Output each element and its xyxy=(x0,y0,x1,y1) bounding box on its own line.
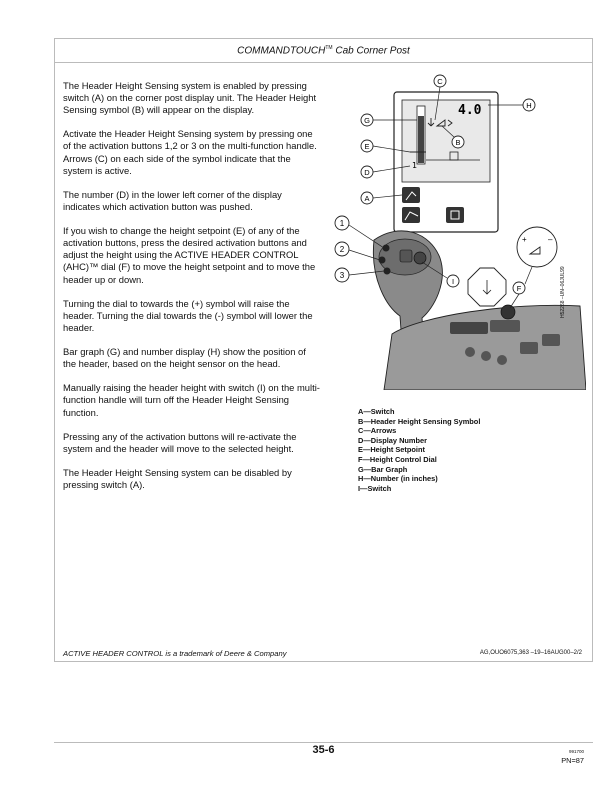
dial-detail xyxy=(517,227,557,267)
legend-item: B—Header Height Sensing Symbol xyxy=(358,416,481,426)
trademark-notice: ACTIVE HEADER CONTROL is a trademark of Deere & Company xyxy=(63,649,287,658)
callout-label: D xyxy=(364,168,370,177)
document-reference: AG,OUO6075,363 –19–16AUG00–2/2 xyxy=(479,650,582,656)
legend-item: D—Display Number xyxy=(358,435,427,445)
legend-item: I—Switch xyxy=(358,483,392,493)
callout-label: F xyxy=(516,284,522,293)
figure-id: H52268 –UN–06JUL99 xyxy=(560,266,566,318)
trademark-symbol: TM xyxy=(325,45,333,51)
callout-label: 2 xyxy=(339,245,345,254)
paragraph: Bar graph (G) and number display (H) show the position of the header, based on the height sensor on the head. xyxy=(63,346,306,370)
activation-button-3 xyxy=(384,268,391,275)
legend-item: C—Arrows xyxy=(358,426,397,436)
header-rule xyxy=(54,62,593,63)
display-readout: 4.0 xyxy=(458,103,482,118)
display-button xyxy=(402,207,420,223)
callout-label: 3 xyxy=(339,271,345,280)
legend-item: F—Height Control Dial xyxy=(358,454,437,464)
figure-legend xyxy=(358,407,480,493)
paragraph: Activate the Header Height Sensing system by pressing one of the activation buttons 1,2 or 3 on the multi-function handle. Arrows (C) on each side of the symbol indicate that the system is active. xyxy=(63,128,317,176)
paragraph: If you wish to change the height setpoint (E) of any of the activation buttons, press the desired activation buttons and adjust the height using the ACTIVE HEADER CONTROL (AHC)™ dial (F) to move the height setpoint and to move the header up or down. xyxy=(63,225,316,285)
switch-i-button xyxy=(414,252,426,264)
callout-label: 1 xyxy=(339,219,345,228)
dial-plus: + xyxy=(522,235,527,244)
callout-f xyxy=(510,267,532,308)
paragraph: The number (D) in the lower left corner of the display indicates which activation button was pushed. xyxy=(63,188,282,212)
callout-label: C xyxy=(437,77,443,86)
paragraph: Manually raising the header height with switch (I) on the multi-function handle will turn off the Header Height Sensing function. xyxy=(63,382,320,418)
height-control-dial xyxy=(501,305,515,319)
handle-switch xyxy=(400,250,412,262)
body-text xyxy=(63,80,321,503)
legend-item: A—Switch xyxy=(358,407,395,416)
switch-a-button xyxy=(402,187,420,203)
callout-label: E xyxy=(364,142,370,151)
title-main: COMMANDTOUCH xyxy=(237,45,326,57)
callout-label: I xyxy=(451,277,455,286)
paragraph: The Header Height Sensing system can be disabled by pressing switch (A). xyxy=(63,467,292,491)
corner-post-illustration xyxy=(330,72,586,390)
page-title xyxy=(54,45,593,56)
paragraph: Turning the dial to towards the (+) symbol will raise the header. Turning the dial towards the (-) symbol will lower the header. xyxy=(63,297,313,333)
legend-item: G—Bar Graph xyxy=(358,464,408,474)
page-number: 35-6 xyxy=(312,744,335,756)
paragraph: The Header Height Sensing system is enabled by pressing switch (A) on the corner post display unit. The Header Height Sensing symbol (B) will appear on the display. xyxy=(63,80,317,116)
legend-item: H—Number (in inches) xyxy=(358,474,438,484)
callout-label: H xyxy=(526,101,532,110)
dial-minus: – xyxy=(548,235,553,244)
bar-graph-fill xyxy=(418,116,424,163)
pn-number: PN=87 xyxy=(561,756,584,765)
callout-label: B xyxy=(455,138,461,147)
callout-label: G xyxy=(364,116,370,125)
date-code: 991700 xyxy=(568,749,584,754)
title-rest: Cab Corner Post xyxy=(332,45,410,57)
paragraph: Pressing any of the activation buttons will re-activate the system and the header will move to the selected height. xyxy=(63,430,297,454)
legend-item: E—Height Setpoint xyxy=(358,445,425,455)
display-number: 1 xyxy=(412,161,418,170)
display-button xyxy=(446,207,464,223)
footer-rule xyxy=(54,742,593,743)
callout-label: A xyxy=(364,194,370,203)
